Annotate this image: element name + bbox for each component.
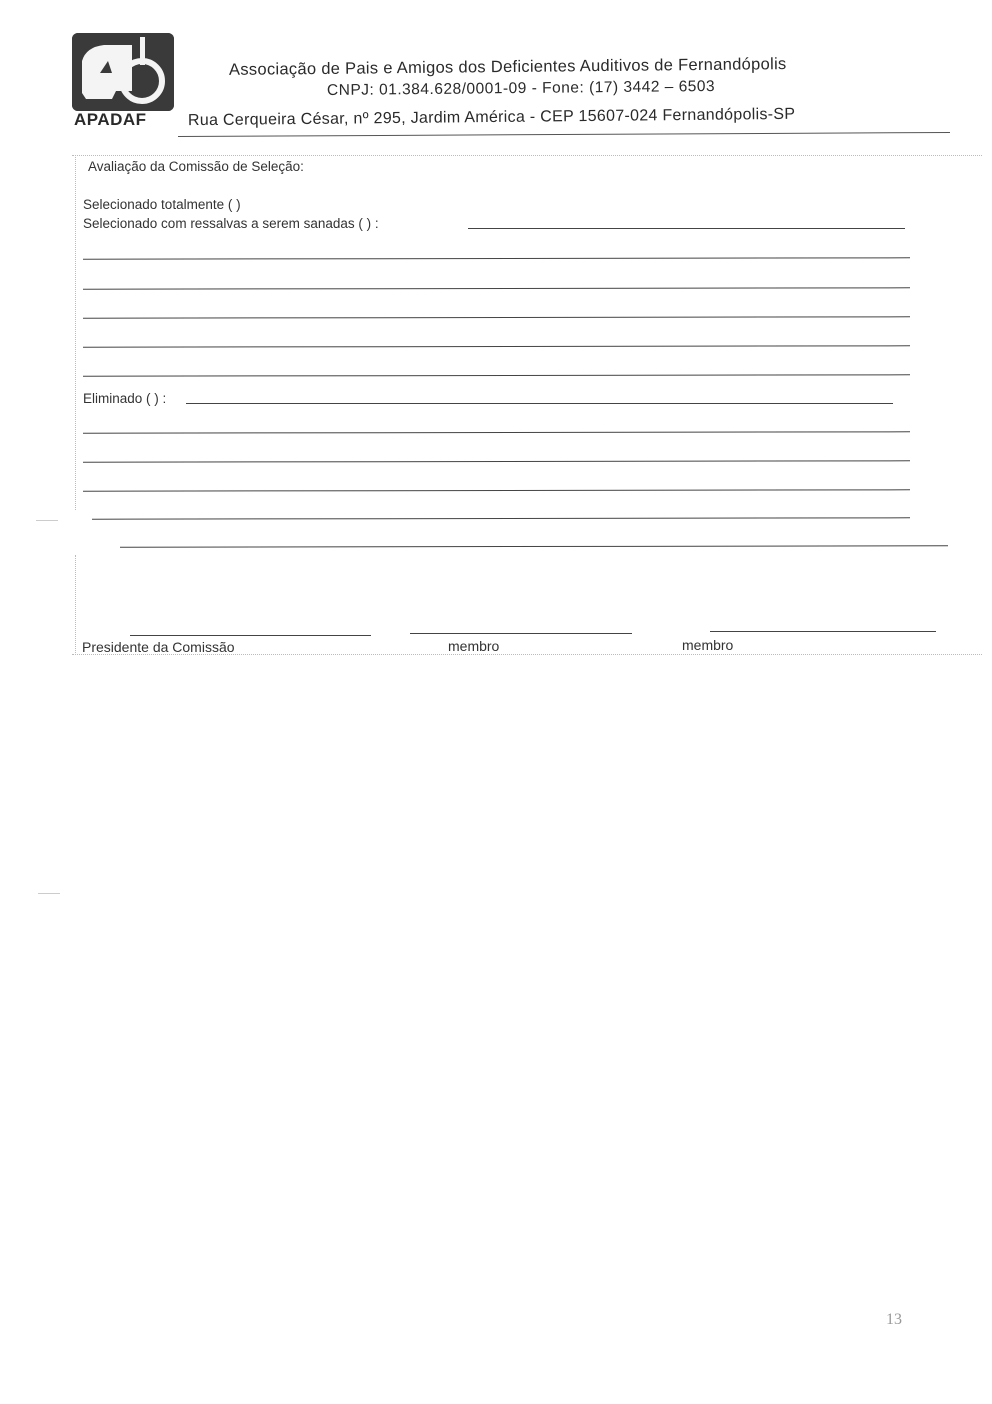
- page-number: 13: [886, 1311, 902, 1328]
- organization-address: Rua Cerqueira César, nº 295, Jardim América - CEP 15607-024 Fernandópolis-SP: [187, 105, 796, 130]
- president-signature-label: Presidente da Comissão: [82, 639, 235, 655]
- option-selected-totally[interactable]: Selecionado totalmente ( ): [83, 197, 241, 212]
- organization-cnpj-phone: CNPJ: 01.384.628/0001-09 - Fone: (17) 3442 – 6503: [326, 77, 716, 100]
- member1-signature-line[interactable]: [410, 633, 632, 634]
- answer-line[interactable]: [120, 545, 948, 547]
- reservations-answer-line[interactable]: [468, 228, 905, 229]
- answer-line[interactable]: [83, 287, 910, 289]
- answer-line[interactable]: [83, 345, 910, 347]
- answer-line[interactable]: [83, 374, 910, 376]
- form-section-title: Avaliação da Comissão de Seleção:: [88, 159, 304, 174]
- answer-line[interactable]: [83, 316, 910, 318]
- answer-line[interactable]: [83, 431, 910, 433]
- scan-mark: [36, 520, 58, 521]
- scan-mark: [38, 893, 60, 894]
- apadaf-logo-icon: [72, 33, 174, 111]
- member2-signature-label: membro: [682, 637, 734, 653]
- president-signature-line[interactable]: [130, 635, 371, 636]
- logo-text: APADAF: [74, 110, 147, 129]
- header-divider: [178, 132, 950, 137]
- option-selected-with-reservations[interactable]: Selecionado com ressalvas a serem sanadas ( ) :: [83, 216, 379, 231]
- eliminated-answer-line[interactable]: [186, 403, 893, 404]
- member1-signature-label: membro: [448, 638, 500, 654]
- member2-signature-line[interactable]: [710, 631, 936, 632]
- answer-line[interactable]: [83, 460, 910, 462]
- organization-name: Associação de Pais e Amigos dos Deficientes Auditivos de Fernandópolis: [228, 55, 787, 79]
- answer-line[interactable]: [83, 489, 910, 491]
- option-eliminated[interactable]: Eliminado ( ) :: [83, 391, 167, 406]
- form-left-border: [75, 155, 76, 510]
- answer-line[interactable]: [83, 257, 910, 259]
- form-top-border: [72, 155, 982, 156]
- answer-line[interactable]: [92, 517, 910, 519]
- form-left-border-lower: [75, 555, 76, 655]
